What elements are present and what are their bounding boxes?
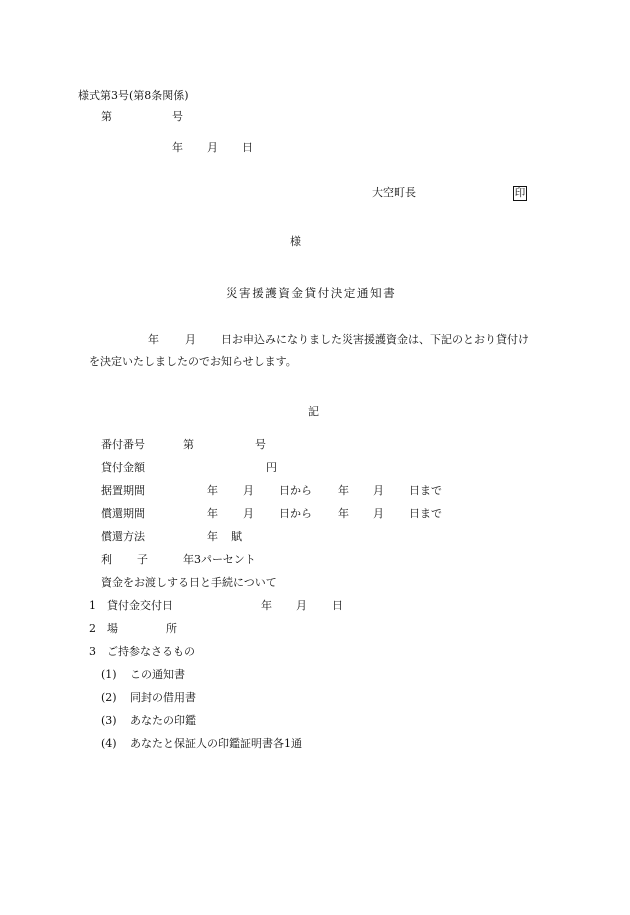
repayment-day2: 日まで <box>409 507 442 520</box>
deferment-day1: 日から <box>279 484 312 497</box>
recipient-honorific: 様 <box>290 235 301 248</box>
item1-day: 日 <box>332 599 343 612</box>
item1-month: 月 <box>296 599 307 612</box>
interest-label-ri: 利 <box>101 553 112 566</box>
delivery-heading: 資金をお渡しする日と手続について <box>101 576 277 589</box>
document-title: 災害援護資金貸付決定通知書 <box>226 286 397 300</box>
deferment-label: 据置期間 <box>101 484 145 497</box>
bring-item-text: 同封の借用書 <box>130 691 196 704</box>
bring-item-number: (2) <box>101 691 117 704</box>
date-month: 月 <box>207 141 218 154</box>
method-nen: 年 <box>207 530 218 543</box>
body-line2: を決定いたしましたのでお知らせします。 <box>89 355 297 368</box>
amount-label: 貸付金額 <box>101 461 145 474</box>
method-label: 償還方法 <box>101 530 145 543</box>
body-month: 月 <box>185 333 196 346</box>
body-line1: 日お申込みになりました災害援護資金は、下記のとおり貸付け <box>221 333 529 346</box>
bring-item-text: あなたと保証人の印鑑証明書各1通 <box>130 737 302 750</box>
seal-mark: 印 <box>514 187 526 199</box>
deferment-year1: 年 <box>207 484 218 497</box>
method-fu: 賦 <box>231 530 242 543</box>
repayment-month1: 月 <box>243 507 254 520</box>
body-year: 年 <box>148 333 159 346</box>
item1-label: 貸付金交付日 <box>107 599 173 612</box>
repayment-month2: 月 <box>373 507 384 520</box>
deferment-day2: 日まで <box>409 484 442 497</box>
item1-year: 年 <box>261 599 272 612</box>
bring-item-number: (1) <box>101 668 117 681</box>
form-number: 様式第3号(第8条関係) <box>78 89 189 102</box>
item3-label: ご持参なさるもの <box>107 645 195 658</box>
item2-number: 2 <box>89 622 96 635</box>
deferment-month1: 月 <box>243 484 254 497</box>
ki-mark: 記 <box>308 405 319 418</box>
deferment-year2: 年 <box>338 484 349 497</box>
bring-item-number: (4) <box>101 737 117 750</box>
repayment-year2: 年 <box>338 507 349 520</box>
bring-item-text: この通知書 <box>130 668 185 681</box>
reference-go: 号 <box>172 110 183 123</box>
date-year: 年 <box>172 141 183 154</box>
number-label: 番付番号 <box>101 438 145 451</box>
amount-unit: 円 <box>266 461 277 474</box>
repayment-day1: 日から <box>279 507 312 520</box>
interest-value: 年3パーセント <box>183 553 256 566</box>
date-day: 日 <box>242 141 253 154</box>
item2-label-sho: 所 <box>166 622 177 635</box>
interest-label-ko: 子 <box>137 553 148 566</box>
item3-number: 3 <box>89 645 96 658</box>
repayment-label: 償還期間 <box>101 507 145 520</box>
bring-item-number: (3) <box>101 714 117 727</box>
reference-dai: 第 <box>101 110 112 123</box>
repayment-year1: 年 <box>207 507 218 520</box>
item1-number: 1 <box>89 599 96 612</box>
number-go: 号 <box>255 438 266 451</box>
issuer-name: 大空町長 <box>372 186 416 199</box>
number-dai: 第 <box>183 438 194 451</box>
bring-item-text: あなたの印鑑 <box>130 714 196 727</box>
item2-label-ba: 場 <box>107 622 118 635</box>
deferment-month2: 月 <box>373 484 384 497</box>
